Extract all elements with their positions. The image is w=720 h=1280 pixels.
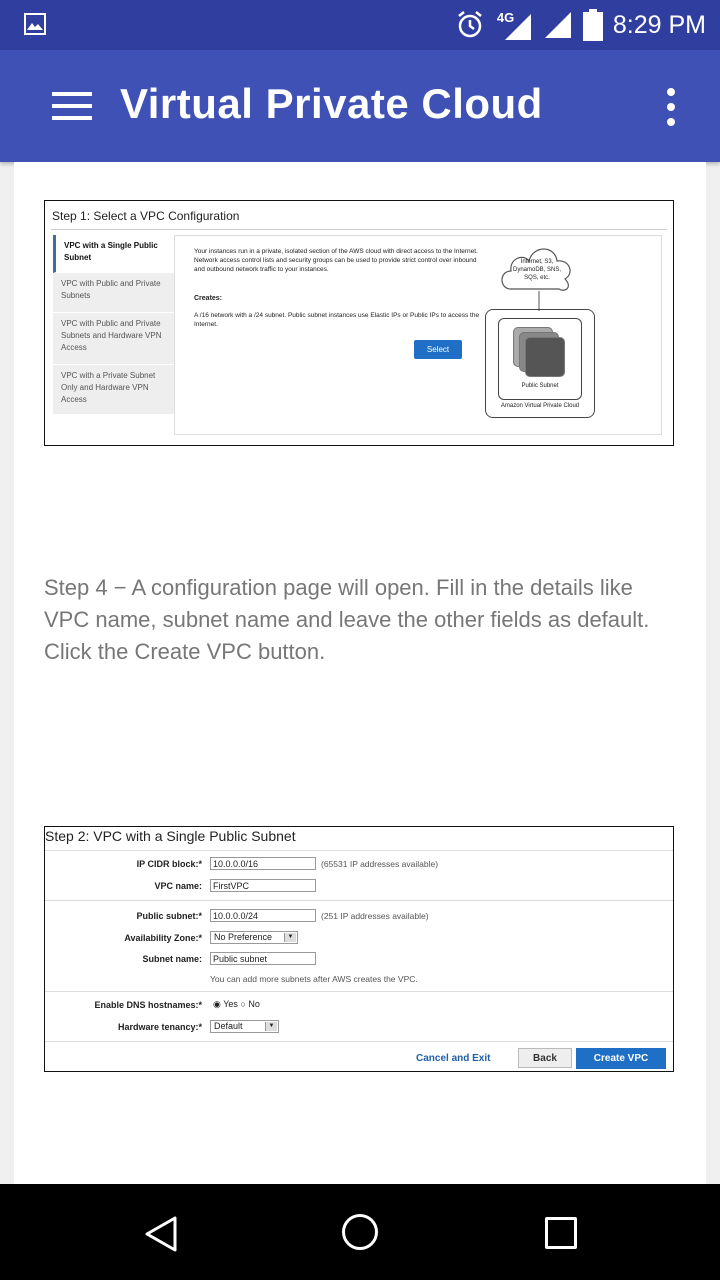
radio-unchecked-icon: ○ [240, 999, 246, 1009]
config-tab: VPC with Public and Private Subnets [53, 273, 174, 313]
image-icon [24, 13, 46, 35]
step4-paragraph: Step 4 − A configuration page will open. Fill in the details like VPC name, subnet name and leave the other fields as default. Click the Create VPC button. [44, 575, 650, 664]
creates-heading: Creates: [194, 295, 223, 302]
divider [45, 991, 673, 992]
app-title: Virtual Private Cloud [120, 80, 543, 127]
status-bar [0, 0, 720, 50]
cancel-and-exit-link: Cancel and Exit [416, 1053, 491, 1064]
dns-yes-label: Yes [223, 999, 238, 1009]
figure1-title: Step 1: Select a VPC Configuration [52, 209, 240, 223]
ip-cidr-label: IP CIDR block:* [136, 859, 202, 869]
vpc-name-field: FirstVPC [210, 879, 316, 892]
dns-hostnames-label: Enable DNS hostnames:* [94, 1000, 202, 1010]
dns-radio-group [213, 999, 260, 1010]
config-tab: VPC with Public and Private Subnets and Hardware VPN Access [53, 313, 174, 365]
public-subnet-box [498, 318, 582, 400]
vpc-diagram [485, 309, 595, 418]
chevron-down-icon: ▼ [265, 1022, 277, 1031]
divider [51, 229, 667, 230]
battery-icon [583, 9, 603, 41]
cloud-label: Internet, S3, DynamoDB, SNS, SQS, etc. [512, 259, 561, 281]
public-subnet-field: 10.0.0.0/24 [210, 909, 316, 922]
recents-nav-icon[interactable] [545, 1217, 577, 1249]
public-subnet-label: Public Subnet [521, 383, 559, 389]
article-content[interactable] [14, 162, 706, 1184]
signal-icon [495, 10, 533, 40]
menu-icon[interactable] [52, 92, 92, 120]
signal-strength-icon [543, 10, 573, 40]
subnet-name-label: Subnet name: [142, 954, 202, 964]
network-type: 4G [496, 10, 515, 25]
availability-zone-select [210, 931, 298, 944]
creates-text: A /16 network with a /24 subnet. Public subnet instances use Elastic IPs or Public IPs to access the Internet. [194, 312, 480, 328]
back-nav-icon[interactable] [144, 1216, 178, 1252]
hardware-tenancy-select [210, 1020, 279, 1033]
home-nav-icon[interactable] [342, 1214, 378, 1250]
connector-line [537, 291, 541, 311]
hardware-tenancy-label: Hardware tenancy:* [117, 1022, 202, 1032]
public-subnet-label: Public subnet:* [136, 911, 202, 921]
public-subnet-note: (251 IP addresses available) [321, 911, 429, 921]
alarm-icon [455, 10, 485, 40]
navigation-bar [0, 1184, 720, 1280]
subnet-note: You can add more subnets after AWS creates the VPC. [210, 974, 418, 984]
config-tab: VPC with a Single Public Subnet [53, 235, 174, 273]
vpc-name-label: VPC name: [154, 881, 202, 891]
availability-zone-value: No Preference [214, 932, 273, 942]
availability-zone-label: Availability Zone:* [124, 933, 202, 943]
ip-cidr-note: (65531 IP addresses available) [321, 859, 439, 869]
divider [45, 850, 673, 851]
server-icon [525, 337, 565, 377]
subnet-name-field: Public subnet [210, 952, 316, 965]
app-bar [0, 50, 720, 162]
status-icons [455, 8, 706, 42]
create-vpc-button: Create VPC [576, 1048, 666, 1069]
divider [45, 900, 673, 901]
dns-no-label: No [248, 999, 260, 1009]
config-tab: VPC with a Private Subnet Only and Hardware VPN Access [53, 365, 174, 415]
divider [45, 1041, 673, 1042]
figure2-title: Step 2: VPC with a Single Public Subnet [45, 828, 296, 844]
figure-select-vpc-configuration [44, 200, 674, 446]
more-vert-icon[interactable] [664, 88, 678, 126]
select-button: Select [414, 340, 462, 359]
config-panel [174, 235, 662, 435]
ip-cidr-field: 10.0.0.0/16 [210, 857, 316, 870]
clock: 8:29 PM [612, 10, 706, 39]
config-description: Your instances run in a private, isolated section of the AWS cloud with direct access to the Internet. Network access control lists and security groups can be used to provide strict control over inbound and outbound network traffic to your instances. [194, 248, 478, 273]
figure-vpc-single-public-subnet [44, 826, 674, 1072]
radio-checked-icon: ◉ [213, 999, 221, 1009]
hardware-tenancy-value: Default [214, 1021, 243, 1031]
chevron-down-icon: ▼ [284, 933, 296, 942]
config-tabs [53, 235, 174, 415]
back-button: Back [518, 1048, 572, 1068]
vpc-label: Amazon Virtual Private Cloud [500, 403, 580, 409]
